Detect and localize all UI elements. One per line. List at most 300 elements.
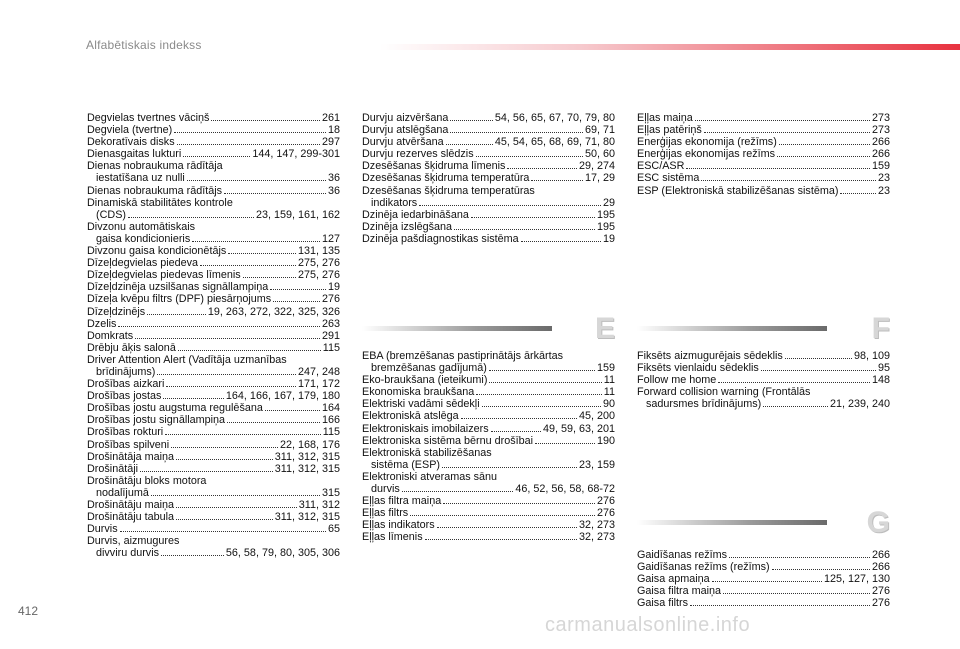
index-entry-line xyxy=(362,233,615,245)
index-entry xyxy=(87,136,340,148)
index-entry xyxy=(637,597,890,609)
index-entry-continuation xyxy=(87,366,340,378)
index-term: Domkrats xyxy=(87,329,134,342)
dot-leader xyxy=(450,131,583,133)
index-entry-line xyxy=(87,451,340,463)
dot-leader xyxy=(840,192,876,194)
index-entry-line xyxy=(637,160,890,172)
dot-leader xyxy=(243,276,296,278)
index-entry xyxy=(362,172,615,184)
page-refs: 148 xyxy=(871,374,890,387)
index-entry-line xyxy=(362,124,615,136)
index-entry-line xyxy=(87,293,340,305)
index-entry xyxy=(362,519,615,531)
page-refs: 276 xyxy=(596,507,615,520)
index-entry xyxy=(637,585,890,597)
index-entry-line xyxy=(362,398,615,410)
index-entry-line xyxy=(637,362,890,374)
page-refs: 49, 59, 63, 201 xyxy=(542,422,615,435)
index-entry-line xyxy=(637,549,890,561)
dot-leader xyxy=(471,216,595,218)
index-entry xyxy=(362,507,615,519)
index-term: iestatīšana uz nulli xyxy=(96,172,185,185)
page-refs: 36 xyxy=(327,172,340,185)
dot-leader xyxy=(270,288,326,290)
page-refs: 29, 274 xyxy=(578,160,615,173)
page-refs: 22, 168, 176 xyxy=(279,438,340,451)
index-entry xyxy=(87,148,340,160)
dot-leader xyxy=(174,131,326,133)
page-refs: 90 xyxy=(602,398,615,411)
index-term: Drošības jostu augstuma regulēšana xyxy=(87,402,263,415)
dot-leader xyxy=(265,409,320,411)
dot-leader xyxy=(779,143,870,145)
index-entry-line xyxy=(87,475,340,487)
page-refs: 95 xyxy=(877,362,890,375)
section-header-g xyxy=(637,506,890,550)
index-column-2-e xyxy=(362,350,615,544)
index-term: Divzonu automātiskais xyxy=(87,220,196,233)
index-entry xyxy=(362,410,615,422)
index-entry-line xyxy=(362,374,615,386)
page-number: 412 xyxy=(18,604,39,618)
index-entry xyxy=(362,233,615,245)
page-refs: 273 xyxy=(871,124,890,137)
index-entry-continuation xyxy=(362,459,615,471)
index-term: sadursmes brīdinājums) xyxy=(646,398,762,411)
index-term: ESP (Elektroniskā stabilizēšanas sistēma) xyxy=(637,184,839,197)
index-entry-line xyxy=(87,523,340,535)
index-entry xyxy=(637,136,890,148)
index-term: Fiksēts aizmugurējais sēdeklis xyxy=(637,350,783,362)
dot-leader xyxy=(177,143,320,145)
page-refs: 46, 52, 56, 58, 68-72 xyxy=(515,483,615,496)
page-refs: 276 xyxy=(596,495,615,508)
dot-leader xyxy=(402,490,514,492)
page-refs: 266 xyxy=(871,136,890,149)
index-entry xyxy=(362,447,615,471)
dot-leader xyxy=(118,325,320,327)
index-term: Eļļas filtra maiņa xyxy=(362,495,442,508)
index-entry xyxy=(87,330,340,342)
index-entry-line xyxy=(87,124,340,136)
section-letter-e: E xyxy=(594,312,615,345)
page-refs: 11 xyxy=(603,374,615,387)
index-entry xyxy=(637,561,890,573)
dot-leader xyxy=(425,538,577,540)
index-entry-line xyxy=(362,136,615,148)
index-term: Gaidīšanas režīms xyxy=(637,549,728,561)
page-refs: 276 xyxy=(871,585,890,598)
index-entry xyxy=(87,293,340,305)
index-entry xyxy=(362,209,615,221)
dot-leader xyxy=(183,155,250,157)
page-refs: 190 xyxy=(596,434,615,447)
index-entry xyxy=(362,112,615,124)
index-entry-line xyxy=(637,136,890,148)
dot-leader xyxy=(163,397,224,399)
index-entry-line xyxy=(87,378,340,390)
index-entry xyxy=(87,439,340,451)
index-term: ESC/ASR xyxy=(637,160,685,173)
index-term: ESC sistēma xyxy=(637,172,700,185)
index-entry xyxy=(87,257,340,269)
page-refs: 115 xyxy=(322,341,340,354)
index-entry xyxy=(87,463,340,475)
dot-leader xyxy=(171,446,278,448)
index-term: Durvju rezerves slēdzis xyxy=(362,148,474,161)
index-entry-line xyxy=(87,535,340,547)
page-refs: 291 xyxy=(321,329,340,342)
page-refs: 275, 276 xyxy=(297,257,340,270)
index-entry xyxy=(362,495,615,507)
page-refs: 273 xyxy=(871,112,890,124)
index-term: Dīzeļdegvielas piedevas līmenis xyxy=(87,269,241,282)
index-term: Dekoratīvais disks xyxy=(87,136,175,149)
index-entry-line xyxy=(637,374,890,386)
index-entry-line xyxy=(362,531,615,543)
page-refs: 21, 239, 240 xyxy=(829,398,890,411)
index-term: Durvju aizvēršana xyxy=(362,112,449,124)
index-entry xyxy=(637,386,890,410)
dot-leader xyxy=(166,385,296,387)
index-entry-line xyxy=(362,209,615,221)
index-term: Drošinātāju maiņa xyxy=(87,499,175,511)
dot-leader xyxy=(729,556,870,558)
index-entry xyxy=(87,390,340,402)
index-entry-continuation xyxy=(362,483,615,495)
index-entry xyxy=(362,185,615,209)
page-refs: 32, 273 xyxy=(578,531,615,544)
index-entry-line xyxy=(362,221,615,233)
page-refs: 297 xyxy=(321,136,340,149)
watermark-text: carmanualsonline.info xyxy=(545,614,751,636)
index-term: Dzinēja pašdiagnostikas sistēma xyxy=(362,232,519,245)
dot-leader xyxy=(521,240,601,242)
index-term: Gaisa filtrs xyxy=(637,597,688,610)
index-term: Dīzeļdegvielas piedeva xyxy=(87,257,199,270)
index-entry xyxy=(87,511,340,523)
index-entry xyxy=(87,354,340,378)
index-column-3-f xyxy=(637,350,890,410)
page-refs: 127 xyxy=(321,232,340,245)
index-entry-line xyxy=(362,185,615,197)
index-term: Drošinātāju bloks motora xyxy=(87,474,207,487)
index-term: bremzēšanas gadījumā) xyxy=(371,362,487,375)
index-column-3-e xyxy=(637,112,890,197)
index-term: Drošinātāji xyxy=(87,462,139,475)
dot-leader xyxy=(695,119,870,121)
page-refs: 159 xyxy=(871,160,890,173)
section-divider-bar xyxy=(362,326,552,331)
index-entry-line xyxy=(362,447,615,459)
index-entry xyxy=(87,281,340,293)
index-entry-line xyxy=(362,172,615,184)
index-entry xyxy=(637,160,890,172)
section-divider-bar xyxy=(637,520,827,525)
section-letter-f: F xyxy=(871,312,890,345)
page-refs: 45, 200 xyxy=(578,410,615,423)
index-entry-line xyxy=(637,597,890,609)
index-entry-line xyxy=(87,318,340,330)
index-term: Dzesēšanas šķidruma temperatūra xyxy=(362,172,530,185)
dot-leader xyxy=(712,580,822,582)
page-refs: 266 xyxy=(871,148,890,161)
index-entry-line xyxy=(362,112,615,124)
index-term: divviru durvis xyxy=(96,547,159,560)
index-term: EBA (bremzēšanas pastiprinātājs ārkārtas xyxy=(362,350,564,362)
dot-leader xyxy=(224,192,326,194)
page-refs: 45, 54, 65, 68, 69, 71, 80 xyxy=(494,136,615,149)
index-entry xyxy=(362,386,615,398)
dot-leader xyxy=(777,155,870,157)
page-refs: 315 xyxy=(321,486,340,499)
index-entry-line xyxy=(87,426,340,438)
index-term: Degviela (tvertne) xyxy=(87,124,173,137)
dot-leader xyxy=(140,470,273,472)
dot-leader xyxy=(437,526,577,528)
index-term: Eļļas līmenis xyxy=(362,531,423,544)
index-entry-continuation xyxy=(87,547,340,559)
dot-leader xyxy=(690,604,870,606)
index-term: Drošības jostas xyxy=(87,390,162,403)
index-term: Dzesēšanas šķidruma līmenis xyxy=(362,160,506,173)
dot-leader xyxy=(476,393,602,395)
page-refs: 56, 58, 79, 80, 305, 306 xyxy=(225,547,340,560)
index-entry-line xyxy=(87,330,340,342)
dot-leader xyxy=(120,530,326,532)
index-entry-line xyxy=(637,185,890,197)
index-term: Driver Attention Alert (Vadītāja uzmanības xyxy=(87,353,287,366)
index-entry-line xyxy=(87,499,340,511)
page-refs: 23, 159 xyxy=(578,458,615,471)
index-entry xyxy=(87,414,340,426)
index-entry-continuation xyxy=(362,197,615,209)
dot-leader xyxy=(176,458,273,460)
index-term: (CDS) xyxy=(96,208,126,221)
index-entry xyxy=(637,549,890,561)
dot-leader xyxy=(442,466,577,468)
index-entry-line xyxy=(362,350,615,362)
index-term: Eļļas patēriņš xyxy=(637,124,702,137)
dot-leader xyxy=(704,131,870,133)
index-entry xyxy=(362,531,615,543)
index-entry-line xyxy=(362,160,615,172)
index-entry-line xyxy=(362,519,615,531)
index-entry-line xyxy=(87,402,340,414)
dot-leader xyxy=(228,252,296,254)
dot-leader xyxy=(507,167,577,169)
index-term: nodalījumā xyxy=(96,486,149,499)
dot-leader xyxy=(135,337,320,339)
index-term: brīdinājums) xyxy=(96,365,156,378)
dot-leader xyxy=(489,369,595,371)
index-entry-line xyxy=(87,354,340,366)
dot-leader xyxy=(491,430,541,432)
index-entry-line xyxy=(87,245,340,257)
index-entry-line xyxy=(87,197,340,209)
index-entry xyxy=(362,350,615,374)
index-entry xyxy=(362,136,615,148)
page-refs: 164, 166, 167, 179, 180 xyxy=(225,390,340,403)
index-term: Dzinēja izslēgšana xyxy=(362,220,453,233)
page-refs: 19 xyxy=(327,281,340,294)
page-refs: 17, 29 xyxy=(584,172,615,185)
index-entry-continuation xyxy=(87,172,340,184)
dot-leader xyxy=(192,240,320,242)
index-entry-line xyxy=(87,281,340,293)
index-term: Degvielas tvertnes vāciņš xyxy=(87,112,210,124)
page-refs: 11 xyxy=(603,386,615,399)
index-entry xyxy=(637,148,890,160)
dot-leader xyxy=(701,179,876,181)
index-term: Dīzeļdzinējs xyxy=(87,305,146,318)
page-refs: 54, 56, 65, 67, 70, 79, 80 xyxy=(494,112,615,124)
index-term: Enerģijas ekonomija (režīms) xyxy=(637,136,777,149)
index-entry xyxy=(87,475,340,499)
page-refs: 247, 248 xyxy=(297,365,340,378)
dot-leader xyxy=(211,119,320,121)
dot-leader xyxy=(419,204,601,206)
dot-leader xyxy=(176,518,273,520)
index-term: durvis xyxy=(371,483,400,496)
index-entry-line xyxy=(637,112,890,124)
index-term: Gaidīšanas režīms (režīms) xyxy=(637,561,770,574)
page-refs: 276 xyxy=(871,597,890,610)
index-term: Elektroniski atveramas sānu xyxy=(362,470,498,483)
index-entry-line xyxy=(87,221,340,233)
index-entry-line xyxy=(362,471,615,483)
index-term: Durvju atslēgšana xyxy=(362,124,449,137)
page-refs: 311, 312, 315 xyxy=(274,462,340,475)
page-refs: 195 xyxy=(596,208,615,221)
index-entry xyxy=(87,451,340,463)
page-refs: 261 xyxy=(321,112,340,124)
index-column-2-d xyxy=(362,112,615,245)
index-entry-line xyxy=(87,306,340,318)
index-term: gaisa kondicionieris xyxy=(96,232,191,245)
dot-leader xyxy=(187,179,326,181)
page-refs: 23 xyxy=(877,172,890,185)
index-entry-line xyxy=(87,136,340,148)
index-entry-line xyxy=(637,148,890,160)
index-entry-line xyxy=(87,160,340,172)
index-entry-line xyxy=(362,507,615,519)
dot-leader xyxy=(128,216,254,218)
page-refs: 32, 273 xyxy=(578,519,615,532)
index-term: Drošības jostu signāllampiņa xyxy=(87,414,226,427)
index-entry-line xyxy=(87,185,340,197)
dot-leader xyxy=(273,300,320,302)
page-refs: 144, 147, 299-301 xyxy=(252,148,340,161)
index-entry xyxy=(87,378,340,390)
index-term: Gaisa apmaiņa xyxy=(637,573,710,586)
page-refs: 275, 276 xyxy=(297,269,340,282)
index-entry xyxy=(637,185,890,197)
dot-leader xyxy=(161,554,224,556)
dot-leader xyxy=(147,313,206,315)
index-entry xyxy=(637,362,890,374)
index-entry xyxy=(362,471,615,495)
dot-leader xyxy=(450,119,493,121)
dot-leader xyxy=(454,228,595,230)
dot-leader xyxy=(410,514,595,516)
index-term: Dīzeļa kvēpu filtrs (DPF) piesārņojums xyxy=(87,293,272,306)
page-refs: 311, 312, 315 xyxy=(274,511,340,524)
index-term: Durvis xyxy=(87,523,118,536)
dot-leader xyxy=(443,502,595,504)
index-entry-line xyxy=(637,386,890,398)
dot-leader xyxy=(200,264,296,266)
index-term: Gaisa filtra maiņa xyxy=(637,585,722,598)
index-term: Elektroniskā stabilizēšanas xyxy=(362,446,492,459)
page-refs: 125, 127, 130 xyxy=(823,573,890,586)
index-term: Dienas nobraukuma rādītājs xyxy=(87,184,223,197)
dot-leader xyxy=(165,433,321,435)
index-term: Divzonu gaisa kondicionētājs xyxy=(87,245,227,258)
index-column-3-g xyxy=(637,549,890,609)
index-entry-line xyxy=(87,511,340,523)
page-refs: 50, 60 xyxy=(584,148,615,161)
dot-leader xyxy=(772,568,870,570)
index-entry-line xyxy=(637,585,890,597)
dot-leader xyxy=(227,421,320,423)
index-term: Dzinēja iedarbināšana xyxy=(362,208,469,221)
page-refs: 263 xyxy=(321,317,340,330)
dot-leader xyxy=(446,143,493,145)
index-entry xyxy=(362,221,615,233)
index-term: Dinamiskā stabilitātes kontrole xyxy=(87,196,233,209)
index-entry-line xyxy=(362,423,615,435)
index-entry-continuation xyxy=(362,362,615,374)
index-term: Drošības rokturi xyxy=(87,426,164,439)
index-term: Dzelis xyxy=(87,317,117,330)
page-refs: 19 xyxy=(602,232,615,245)
dot-leader xyxy=(535,442,595,444)
page-refs: 23 xyxy=(877,184,890,197)
index-entry-line xyxy=(637,172,890,184)
dot-leader xyxy=(176,506,297,508)
dot-leader xyxy=(178,349,321,351)
index-entry xyxy=(637,124,890,136)
dot-leader xyxy=(761,369,876,371)
index-entry xyxy=(87,160,340,184)
page-refs: 69, 71 xyxy=(584,124,615,137)
index-entry-continuation xyxy=(87,487,340,499)
dot-leader xyxy=(461,417,577,419)
index-term: Eļļas filtrs xyxy=(362,507,409,520)
index-entry xyxy=(87,499,340,511)
section-letter-g: G xyxy=(866,506,890,539)
dot-leader xyxy=(531,179,583,181)
page-refs: 18 xyxy=(327,124,340,137)
index-entry-line xyxy=(87,342,340,354)
index-entry xyxy=(637,374,890,386)
index-term: Durvis, aizmugures xyxy=(87,535,180,548)
index-term: sistēma (ESP) xyxy=(371,458,440,471)
index-entry xyxy=(362,124,615,136)
page-refs: 166 xyxy=(321,414,340,427)
index-entry-line xyxy=(87,257,340,269)
dot-leader xyxy=(482,405,601,407)
index-term: Fiksēts vienlaidu sēdeklis xyxy=(637,362,759,375)
index-entry-line xyxy=(362,386,615,398)
index-entry xyxy=(362,148,615,160)
index-entry xyxy=(637,172,890,184)
index-entry xyxy=(87,402,340,414)
index-entry xyxy=(362,435,615,447)
index-entry xyxy=(87,185,340,197)
